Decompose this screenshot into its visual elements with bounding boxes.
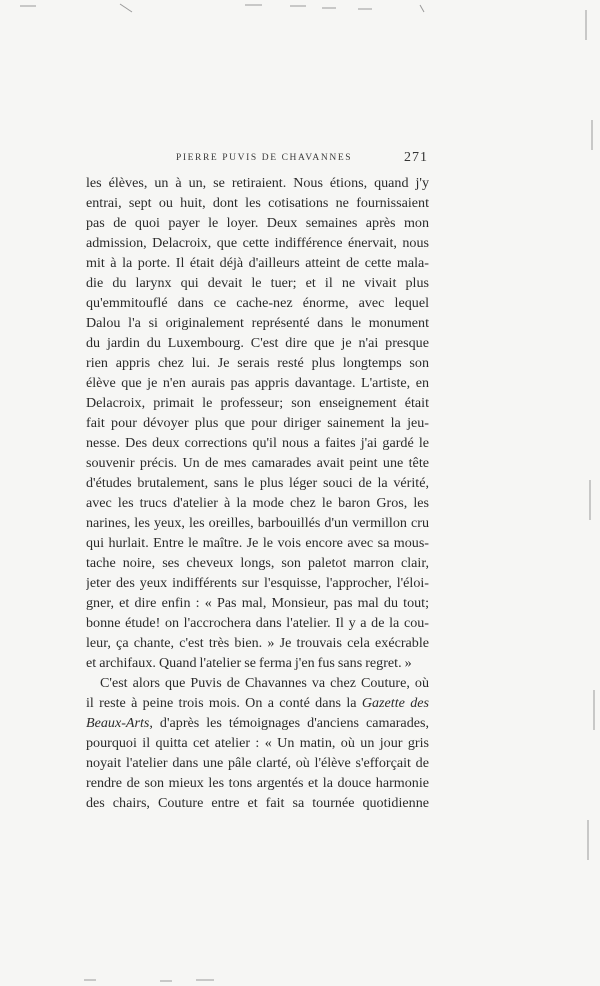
text-segment: noyait l'atelier dans une pâle clarté, où l'élève s'efforçait de [86, 755, 429, 771]
text-segment: tache noire, ses cheveux longs, son paletot marron clair, [86, 555, 429, 571]
text-line [86, 193, 429, 213]
text-segment: , d'après les témoignages d'anciens camarades, [149, 715, 429, 731]
text-segment: rendre de son mieux les tons argentés et la douce harmonie [86, 775, 429, 791]
text-line [86, 293, 429, 313]
text-line [86, 653, 429, 673]
italic-title-segment: Gazette des [361, 695, 429, 711]
text-segment: Delacroix, primait le professeur; son enseignement était [86, 395, 429, 411]
text-line [86, 533, 429, 553]
text-segment: avec les trucs d'atelier à la mode chez le baron Gros, les [86, 495, 429, 511]
text-segment: mit à la porte. Il était déjà d'ailleurs atteint de cette mala- [86, 255, 429, 271]
top-edge-mark [420, 5, 424, 12]
text-line [86, 673, 429, 693]
text-line [86, 573, 429, 593]
top-edge-mark [120, 4, 132, 12]
text-segment: nesse. Des deux corrections qu'il nous a faites j'ai gardé le [86, 435, 429, 451]
text-line [86, 213, 429, 233]
text-line [86, 493, 429, 513]
text-segment: des chairs, Couture entre et fait sa tournée quotidienne [86, 795, 429, 811]
text-line [86, 473, 429, 493]
text-line [86, 713, 429, 733]
running-title: PIERRE PUVIS DE CHAVANNES [176, 153, 353, 163]
text-line [86, 553, 429, 573]
text-line [86, 233, 429, 253]
text-line [86, 173, 429, 193]
text-line [86, 793, 429, 813]
text-segment: die du larynx qui devait le tuer; et il ne vivait plus [86, 275, 429, 291]
text-segment: les élèves, un à un, se retiraient. Nous étions, quand j'y [86, 175, 429, 191]
text-segment: et archifaux. Quand l'atelier se ferma j'en fus sans regret. » [86, 655, 412, 671]
text-segment: il reste à peine trois mois. On a conté dans la [86, 695, 362, 711]
text-line [86, 413, 429, 433]
text-segment: qui hurlait. Entre le maître. Je le vois encore avec sa mous- [86, 535, 429, 551]
text-segment: rien appris chez lui. Je serais resté plus longtemps son [86, 355, 429, 371]
text-segment: jeter des yeux indifférents sur l'esquisse, l'approcher, l'éloi- [86, 575, 429, 591]
text-segment: d'études brutalement, sans le plus léger souci de la vérité, [86, 475, 429, 491]
text-line [86, 613, 429, 633]
text-segment: fait pour dévoyer plus que pour diriger sainement la jeu- [86, 415, 429, 431]
text-line [86, 753, 429, 773]
page-number: 271 [404, 150, 428, 165]
text-segment: Dalou l'a si originalement représenté dans le monument [86, 315, 429, 331]
text-line [86, 733, 429, 753]
text-segment: du jardin du Luxembourg. C'est dire que je n'ai presque [86, 335, 429, 351]
text-line [86, 693, 429, 713]
text-segment: pourquoi il quitta cet atelier : « Un matin, où un jour gris [86, 735, 429, 751]
text-line [86, 333, 429, 353]
text-line [86, 253, 429, 273]
italic-title-segment: Beaux-Arts [86, 715, 150, 731]
text-line [86, 433, 429, 453]
running-head [86, 150, 428, 170]
text-segment: narines, les yeux, les oreilles, barbouillés d'un vermillon cru [86, 515, 429, 531]
text-line [86, 513, 429, 533]
text-segment: leur, ça chante, c'est très bien. » Je trouvais cela exécrable [86, 635, 429, 651]
text-segment: élève que je n'en aurais pas appris davantage. L'artiste, en [86, 375, 429, 391]
text-segment: C'est alors que Puvis de Chavannes va chez Couture, où [100, 675, 429, 691]
text-line [86, 393, 429, 413]
text-segment: souvenir précis. Un de mes camarades avait peint une tête [86, 455, 429, 471]
text-line [86, 633, 429, 653]
text-line [86, 273, 429, 293]
body-text [86, 173, 429, 813]
text-line [86, 313, 429, 333]
text-line [86, 453, 429, 473]
text-segment: qu'emmitouflé dans ce cache-nez énorme, avec lequel [86, 295, 429, 311]
text-line [86, 353, 429, 373]
text-line [86, 773, 429, 793]
text-line [86, 373, 429, 393]
text-line [86, 593, 429, 613]
text-segment: admission, Delacroix, que cette indifférence énervait, nous [86, 235, 429, 251]
text-segment: gner, et dire enfin : « Pas mal, Monsieur, pas mal du tout; [86, 595, 429, 611]
text-segment: entrai, sept ou huit, dont les cotisations ne fournissaient [86, 195, 429, 211]
text-segment: bonne étude! on l'accrochera dans l'atelier. Il y a de la cou- [86, 615, 429, 631]
text-segment: pas de quoi payer le loyer. Deux semaines après mon [86, 215, 429, 231]
